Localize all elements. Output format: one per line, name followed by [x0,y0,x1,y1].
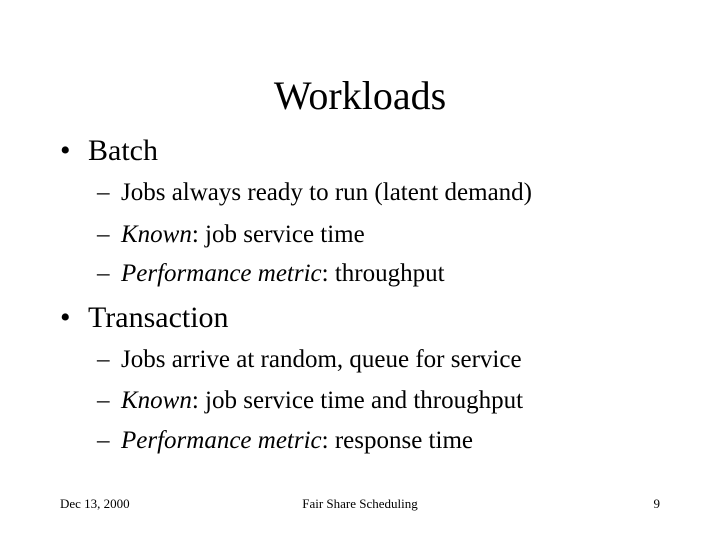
sub-item-text: Jobs arrive at random, queue for service [121,346,522,373]
footer-date: Dec 13, 2000 [60,496,130,511]
dash-marker: – [97,387,110,414]
sub-item-italic: Known [121,221,192,248]
sub-item-italic: Performance metric [121,260,322,287]
sub-item [97,259,445,289]
sub-item [97,345,522,375]
sub-item-text: : throughput [321,260,445,287]
dash-marker: – [97,260,110,287]
dash-marker: – [97,346,110,373]
sub-item [97,386,523,416]
sub-item [97,426,473,456]
bullet-transaction [60,300,229,336]
dash-marker: – [97,179,110,206]
dash-marker: – [97,427,110,454]
sub-item [97,178,532,208]
bullet-batch [60,133,158,169]
footer-page-number: 9 [653,496,660,511]
sub-item [97,220,365,250]
bullet-label: Batch [88,134,158,167]
slide-title [0,70,720,122]
sub-item-italic: Known [121,387,192,414]
sub-item-text: Jobs always ready to run (latent demand) [121,179,532,206]
footer-title: Fair Share Scheduling [302,496,418,511]
dash-marker: – [97,221,110,248]
sub-item-text: : job service time and throughput [191,387,524,414]
sub-item-text: : job service time [191,221,365,248]
bullet-marker: • [60,301,71,334]
bullet-label: Transaction [88,301,229,334]
slide-title-text: Workloads [273,73,447,118]
bullet-marker: • [60,134,71,167]
sub-item-text: : response time [321,427,473,454]
sub-item-italic: Performance metric [121,427,322,454]
